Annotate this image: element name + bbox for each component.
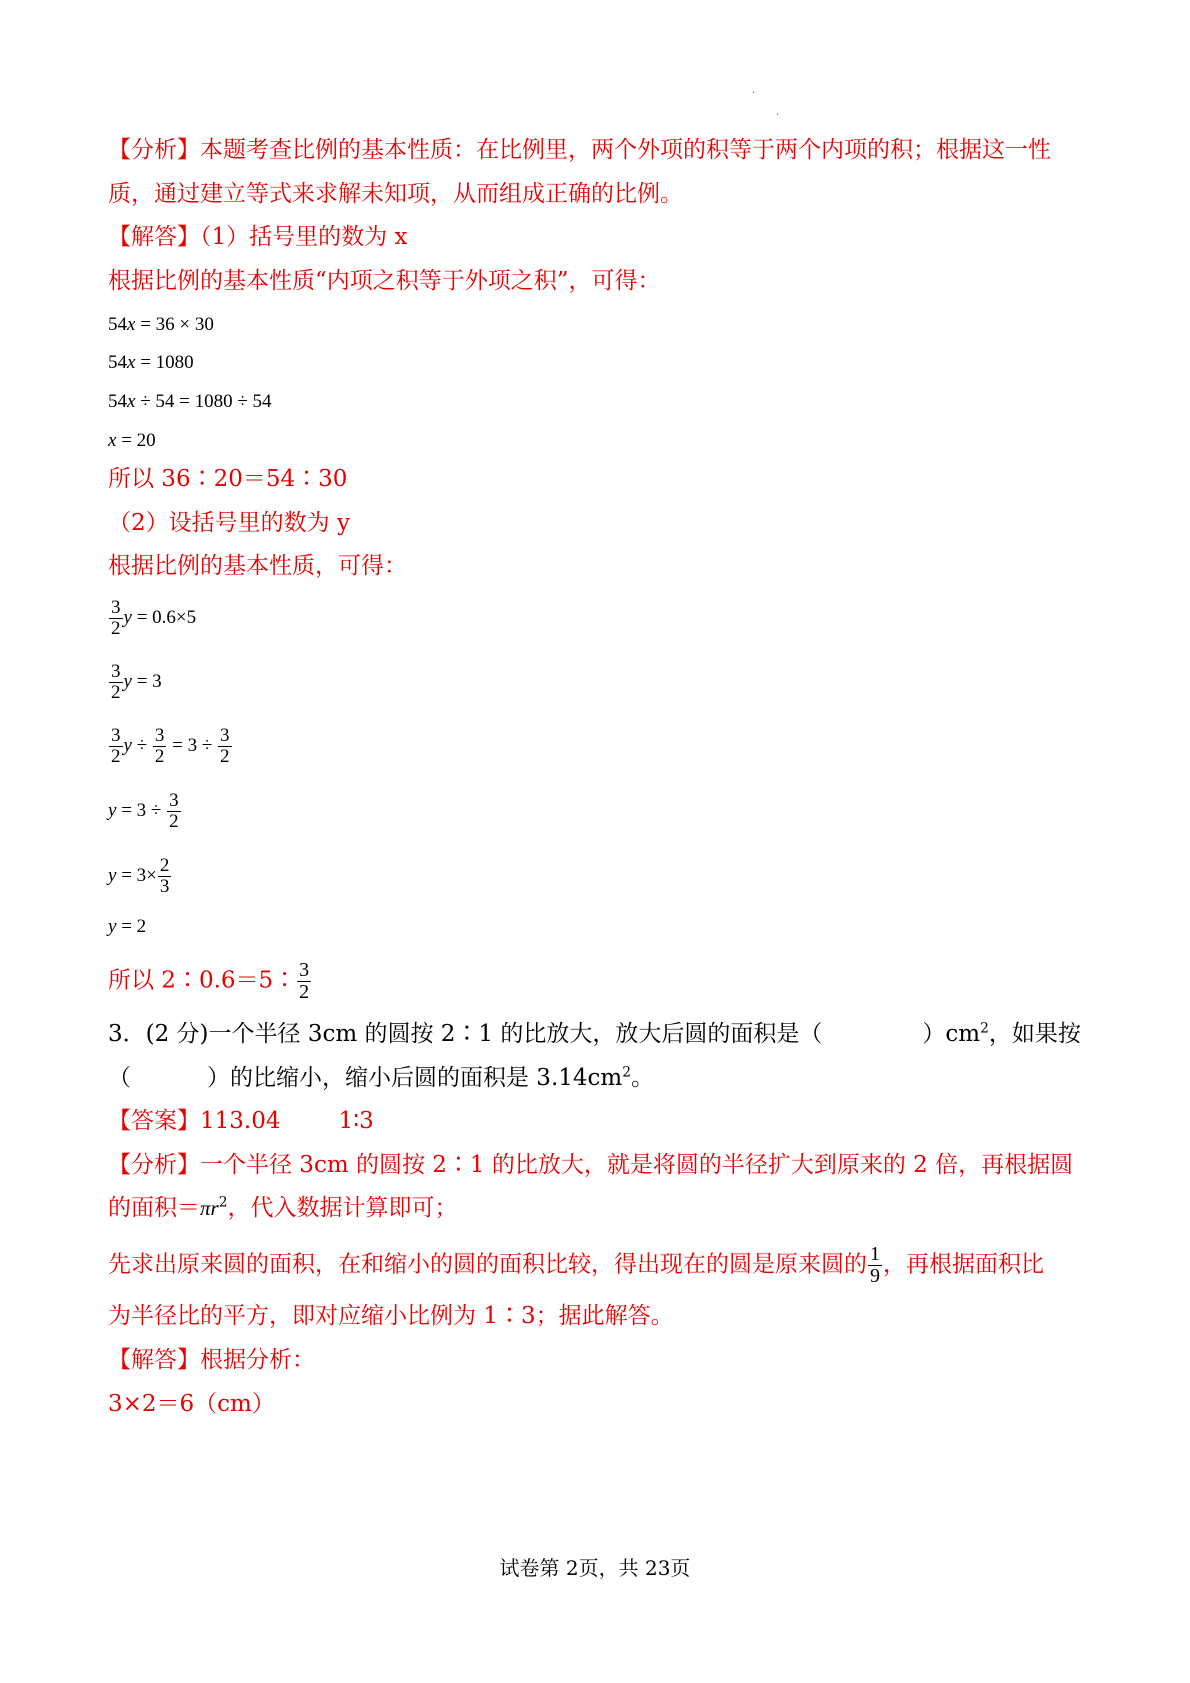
analysis-3-line-2: 的面积$=\pi r^2$，代入数据计算即可； — [108, 1194, 458, 1221]
analysis-3-line-4: 为半径比的平方，即对应缩小比例为 1∶3；据此解答。 — [108, 1303, 674, 1329]
solution-2-title: （2）设括号里的数为 y — [108, 510, 350, 536]
analysis-line-2: 质，通过建立等式来求解未知项，从而组成正确的比例。 — [108, 181, 683, 207]
analysis-line-1: 【分析】本题考查比例的基本性质：在比例里，两个外项的积等于两个内项的积；根据这一性 — [108, 137, 1051, 163]
solution-1-title: 【解答】（1）括号里的数为 x — [108, 224, 408, 250]
equation: $\frac{3}{2}$ y = 0.6×5 — [111, 597, 197, 639]
analysis-3-line-3: 先求出原来圆的面积，在和缩小的圆的面积比较，得出现在的圆是原来圆的 $\frac{1}{9}$ ，再根据面积比 — [108, 1243, 1044, 1287]
solution-3-equation: 3×2＝6（cm） — [108, 1391, 275, 1417]
solution-3-title: 【解答】根据分析： — [108, 1347, 315, 1373]
solution-2-rule: 根据比例的基本性质，可得： — [108, 553, 407, 579]
question-3-line-2: （ ）的比缩小，缩小后圆的面积是 $3.14cm^2$。 — [108, 1064, 654, 1091]
answer: 【答案】113.04 1∶3 — [108, 1108, 374, 1134]
equation: 54x = 36 × 30 — [108, 314, 214, 335]
page-footer: 试卷第 2页，共 23页 — [499, 1556, 691, 1580]
equation: $\frac{3}{2}$ y = 3 — [111, 661, 162, 703]
equation: y = 3 ÷ $\frac{3}{2}$ — [108, 790, 179, 832]
equation: 54x ÷ 54 = 1080 ÷ 54 — [108, 391, 272, 412]
equation: 54x = 1080 — [108, 352, 194, 373]
equation: y = 2 — [108, 916, 147, 937]
scan-dot: · — [776, 110, 780, 121]
analysis-3-line-1: 【分析】一个半径 3cm 的圆按 2∶1 的比放大，就是将圆的半径扩大到原来的 2 倍，再根据圆 — [108, 1152, 1074, 1178]
solution-1-result: 所以 36∶20＝54∶30 — [108, 466, 348, 492]
solution-2-result: 所以 2∶0.6＝5∶ $\frac{3}{2}$ — [108, 959, 310, 1003]
equation: x = 20 — [108, 430, 156, 451]
equation: $\frac{3}{2}$ y ÷ $\frac{3}{2}$ = 3 ÷ $\frac{3}{2}$ — [111, 725, 230, 767]
question-3-line-1: 3．(2 分)一个半径 3cm 的圆按 2∶1 的比放大，放大后圆的面积是（ ）$cm^2$，如果按 — [108, 1020, 1081, 1047]
solution-1-rule: 根据比例的基本性质“内项之积等于外项之积”，可得： — [108, 268, 661, 294]
equation: y = 3× $\frac{2}{3}$ — [108, 855, 170, 897]
scan-dot: · — [752, 88, 756, 99]
